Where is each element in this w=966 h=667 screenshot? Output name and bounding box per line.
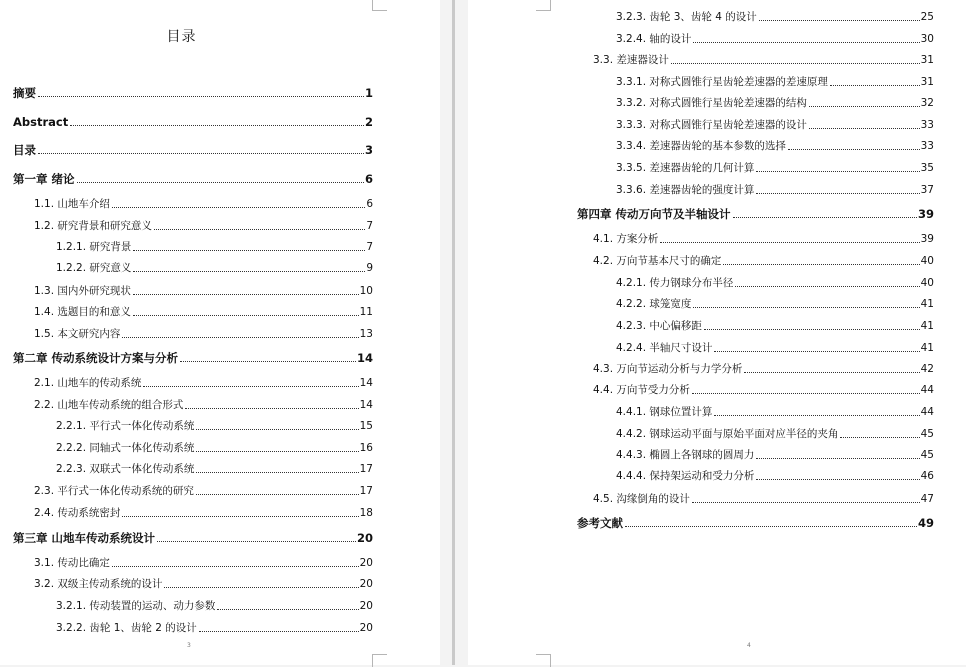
toc-entry[interactable] xyxy=(56,419,373,433)
dot-leader xyxy=(143,386,358,387)
toc-entry-page: 14 xyxy=(359,377,373,389)
toc-entry[interactable] xyxy=(34,219,373,233)
toc-entry-page: 14 xyxy=(356,351,373,365)
toc-entry[interactable] xyxy=(34,577,373,591)
dot-leader xyxy=(809,106,920,107)
toc-entry[interactable] xyxy=(593,383,934,397)
toc-entry-title: 3.3.3. 对称式圆锥行星齿轮差速器的设计 xyxy=(616,119,807,131)
toc-entry[interactable] xyxy=(34,376,373,390)
toc-entry-page: 44 xyxy=(920,384,934,396)
toc-entry-title: 1.4. 选题目的和意义 xyxy=(34,306,131,318)
toc-entry-title: 3.3.1. 对称式圆锥行星齿轮差速器的差速原理 xyxy=(616,76,828,88)
toc-entry[interactable] xyxy=(616,183,934,197)
toc-entry-page: 20 xyxy=(356,531,373,545)
toc-entry-page: 46 xyxy=(920,470,934,482)
toc-entry-page: 6 xyxy=(364,172,373,186)
toc-entry[interactable] xyxy=(56,599,373,613)
toc-entry-page: 31 xyxy=(920,54,934,66)
toc-entry-title: 第一章 绪论 xyxy=(13,172,75,186)
dot-leader xyxy=(196,451,358,452)
toc-entry-title: 1.5. 本文研究内容 xyxy=(34,328,121,340)
dot-leader xyxy=(133,294,359,295)
dot-leader xyxy=(133,315,359,316)
dot-leader xyxy=(157,541,356,542)
dot-leader xyxy=(714,351,919,352)
toc-entry-page: 2 xyxy=(364,115,373,129)
toc-entry-page: 40 xyxy=(920,255,934,267)
toc-entry-title: 2.1. 山地车的传动系统 xyxy=(34,377,142,389)
toc-entry[interactable] xyxy=(616,319,934,333)
dot-leader xyxy=(660,242,919,243)
toc-entry-title: 3.3.6. 差速器齿轮的强度计算 xyxy=(616,184,755,196)
toc-entry-page: 25 xyxy=(920,11,934,23)
dot-leader xyxy=(704,329,920,330)
toc-entry-title: 4.4.4. 保持架运动和受力分析 xyxy=(616,470,755,482)
toc-entry[interactable] xyxy=(616,469,934,483)
toc-entry[interactable] xyxy=(13,143,373,157)
toc-entry-title: 3.3. 差速器设计 xyxy=(593,54,669,66)
toc-entry-title: Abstract xyxy=(13,115,69,129)
toc-entry[interactable] xyxy=(34,197,373,211)
toc-entry-page: 37 xyxy=(920,184,934,196)
toc-entry-page: 42 xyxy=(920,363,934,375)
dot-leader xyxy=(756,171,919,172)
toc-entry-page: 13 xyxy=(359,328,373,340)
toc-entry[interactable] xyxy=(616,10,934,24)
crop-mark xyxy=(372,654,387,667)
dot-leader xyxy=(133,250,365,251)
toc-entry-page: 20 xyxy=(359,622,373,634)
toc-entry-title: 2.3. 平行式一体化传动系统的研究 xyxy=(34,485,194,497)
toc-entry-page: 30 xyxy=(920,33,934,45)
toc-entry-title: 4.2.1. 传力钢球分布半径 xyxy=(616,277,734,289)
toc-entry-title: 1.2.2. 研究意义 xyxy=(56,262,132,274)
toc-entry-title: 3.1. 传动比确定 xyxy=(34,557,110,569)
toc-entry-page: 1 xyxy=(364,86,373,100)
dot-leader xyxy=(185,408,358,409)
dot-leader xyxy=(692,393,920,394)
toc-entry[interactable] xyxy=(34,305,373,319)
toc-entry-page: 39 xyxy=(920,233,934,245)
toc-entry-page: 14 xyxy=(359,399,373,411)
dot-leader xyxy=(625,526,917,527)
toc-entry-title: 3.3.5. 差速器齿轮的几何计算 xyxy=(616,162,755,174)
toc-entry[interactable] xyxy=(34,327,373,341)
dot-leader xyxy=(723,264,919,265)
toc-entry-title: 1.1. 山地车介绍 xyxy=(34,198,110,210)
page-divider xyxy=(452,0,455,665)
toc-entry-page: 16 xyxy=(359,442,373,454)
toc-entry-title: 第二章 传动系统设计方案与分析 xyxy=(13,351,179,365)
toc-entry[interactable] xyxy=(577,207,934,221)
toc-entry-title: 2.2.2. 同轴式一体化传动系统 xyxy=(56,442,195,454)
toc-entry-page: 17 xyxy=(359,485,373,497)
dot-leader xyxy=(756,193,919,194)
dot-leader xyxy=(112,566,359,567)
toc-entry-page: 40 xyxy=(920,277,934,289)
toc-entry-title: 1.2.1. 研究背景 xyxy=(56,241,132,253)
toc-entry-title: 第四章 传动万向节及半轴设计 xyxy=(577,207,731,221)
toc-entry[interactable] xyxy=(616,96,934,110)
toc-entry-title: 4.2.4. 半轴尺寸设计 xyxy=(616,342,713,354)
toc-entry[interactable] xyxy=(616,161,934,175)
toc-entry-title: 2.2. 山地车传动系统的组合形式 xyxy=(34,399,184,411)
toc-entry[interactable] xyxy=(34,398,373,412)
toc-entry[interactable] xyxy=(13,86,373,100)
toc-entry-title: 4.3. 万向节运动分析与力学分析 xyxy=(593,363,743,375)
toc-entry-page: 31 xyxy=(920,76,934,88)
toc-entry[interactable] xyxy=(616,32,934,46)
toc-entry[interactable] xyxy=(616,75,934,89)
toc-entry[interactable] xyxy=(56,621,373,635)
toc-entry-page: 10 xyxy=(359,285,373,297)
toc-entry-page: 41 xyxy=(920,342,934,354)
toc-entry-page: 35 xyxy=(920,162,934,174)
toc-entry-page: 45 xyxy=(920,449,934,461)
toc-entry-title: 3.2.1. 传动装置的运动、动力参数 xyxy=(56,600,216,612)
crop-mark xyxy=(536,654,551,667)
toc-entry[interactable] xyxy=(56,240,373,254)
toc-entry-title: 4.5. 沟缘倒角的设计 xyxy=(593,493,690,505)
toc-entry[interactable] xyxy=(616,427,934,441)
toc-entry-page: 17 xyxy=(359,463,373,475)
toc-entry[interactable] xyxy=(616,276,934,290)
dot-leader xyxy=(830,85,920,86)
left-page xyxy=(0,0,440,665)
dot-leader xyxy=(122,337,358,338)
dot-leader xyxy=(196,429,358,430)
toc-entry-title: 4.4.3. 椭圆上各钢球的圆周力 xyxy=(616,449,755,461)
toc-entry-page: 41 xyxy=(920,320,934,332)
toc-entry-title: 4.2. 万向节基本尺寸的确定 xyxy=(593,255,722,267)
toc-entry[interactable] xyxy=(616,139,934,153)
toc-entry[interactable] xyxy=(34,556,373,570)
toc-entry[interactable] xyxy=(577,516,934,530)
dot-leader xyxy=(133,271,365,272)
toc-entry[interactable] xyxy=(593,492,934,506)
toc-entry[interactable] xyxy=(13,531,373,545)
toc-entry-page: 33 xyxy=(920,119,934,131)
toc-entry-page: 45 xyxy=(920,428,934,440)
dot-leader xyxy=(693,307,919,308)
toc-entry[interactable] xyxy=(13,172,373,186)
dot-leader xyxy=(714,415,919,416)
toc-entry-title: 2.4. 传动系统密封 xyxy=(34,507,121,519)
toc-entry-title: 4.4.2. 钢球运动平面与原始平面对应半径的夹角 xyxy=(616,428,839,440)
toc-entry-page: 39 xyxy=(917,207,934,221)
dot-leader xyxy=(70,125,364,126)
dot-leader xyxy=(735,286,919,287)
dot-leader xyxy=(122,516,358,517)
toc-entry-page: 11 xyxy=(359,306,373,318)
toc-entry[interactable] xyxy=(593,254,934,268)
dot-leader xyxy=(77,182,364,183)
dot-leader xyxy=(840,437,919,438)
toc-entry[interactable] xyxy=(593,232,934,246)
toc-entry-title: 3.3.4. 差速器齿轮的基本参数的选择 xyxy=(616,140,786,152)
toc-entry[interactable] xyxy=(616,405,934,419)
toc-entry-title: 4.2.3. 中心偏移距 xyxy=(616,320,702,332)
dot-leader xyxy=(199,631,359,632)
toc-entry[interactable] xyxy=(56,441,373,455)
toc-entry-page: 15 xyxy=(359,420,373,432)
toc-entry-page: 47 xyxy=(920,493,934,505)
crop-mark xyxy=(536,0,551,11)
toc-title: 目录 xyxy=(166,29,197,45)
toc-entry-title: 第三章 山地车传动系统设计 xyxy=(13,531,156,545)
dot-leader xyxy=(217,609,358,610)
toc-entry-page: 7 xyxy=(366,241,373,253)
toc-entry-page: 44 xyxy=(920,406,934,418)
dot-leader xyxy=(38,96,364,97)
dot-leader xyxy=(693,42,919,43)
toc-entry[interactable] xyxy=(56,261,373,275)
toc-entry-title: 4.4. 万向节受力分析 xyxy=(593,384,690,396)
dot-leader xyxy=(154,229,365,230)
toc-entry[interactable] xyxy=(34,484,373,498)
right-page xyxy=(468,0,966,665)
dot-leader xyxy=(164,587,358,588)
toc-entry[interactable] xyxy=(34,506,373,520)
toc-entry-page: 3 xyxy=(364,143,373,157)
dot-leader xyxy=(756,458,919,459)
toc-entry-title: 3.2. 双级主传动系统的设计 xyxy=(34,578,163,590)
toc-entry-title: 3.2.2. 齿轮 1、齿轮 2 的设计 xyxy=(56,622,197,634)
toc-entry[interactable] xyxy=(13,351,373,365)
page-number-right: 4 xyxy=(747,642,751,649)
toc-entry-title: 4.2.2. 球笼宽度 xyxy=(616,298,692,310)
toc-entry-page: 32 xyxy=(920,97,934,109)
toc-entry-page: 20 xyxy=(359,600,373,612)
toc-entry-title: 3.2.3. 齿轮 3、齿轮 4 的设计 xyxy=(616,11,757,23)
toc-entry-page: 20 xyxy=(359,557,373,569)
toc-entry-title: 目录 xyxy=(13,143,36,157)
toc-entry-page: 49 xyxy=(917,516,934,530)
toc-entry-title: 4.1. 方案分析 xyxy=(593,233,659,245)
dot-leader xyxy=(733,217,917,218)
toc-entry-page: 18 xyxy=(359,507,373,519)
toc-entry-page: 9 xyxy=(366,262,373,274)
toc-entry-title: 参考文献 xyxy=(577,516,623,530)
toc-entry[interactable] xyxy=(616,448,934,462)
toc-entry[interactable] xyxy=(593,53,934,67)
toc-entry-page: 20 xyxy=(359,578,373,590)
toc-entry[interactable] xyxy=(616,118,934,132)
toc-entry-title: 3.2.4. 轴的设计 xyxy=(616,33,692,45)
dot-leader xyxy=(744,372,919,373)
dot-leader xyxy=(756,479,919,480)
toc-entry[interactable] xyxy=(616,297,934,311)
dot-leader xyxy=(692,502,920,503)
toc-entry[interactable] xyxy=(56,462,373,476)
dot-leader xyxy=(671,63,920,64)
toc-entry-title: 2.2.1. 平行式一体化传动系统 xyxy=(56,420,195,432)
toc-entry-title: 2.2.3. 双联式一体化传动系统 xyxy=(56,463,195,475)
dot-leader xyxy=(759,20,920,21)
dot-leader xyxy=(196,472,358,473)
dot-leader xyxy=(788,149,920,150)
toc-entry-page: 41 xyxy=(920,298,934,310)
toc-entry-page: 7 xyxy=(366,220,373,232)
toc-entry-title: 1.2. 研究背景和研究意义 xyxy=(34,220,152,232)
dot-leader xyxy=(112,207,365,208)
toc-entry[interactable] xyxy=(616,341,934,355)
toc-entry-title: 摘要 xyxy=(13,86,36,100)
dot-leader xyxy=(196,494,359,495)
toc-entry-page: 33 xyxy=(920,140,934,152)
dot-leader xyxy=(180,361,356,362)
page-number-left: 3 xyxy=(187,642,191,649)
toc-entry-title: 4.4.1. 钢球位置计算 xyxy=(616,406,713,418)
toc-entry[interactable] xyxy=(34,284,373,298)
dot-leader xyxy=(38,153,364,154)
toc-entry-title: 3.3.2. 对称式圆锥行星齿轮差速器的结构 xyxy=(616,97,807,109)
crop-mark xyxy=(372,0,387,11)
dot-leader xyxy=(809,128,920,129)
toc-entry-page: 6 xyxy=(366,198,373,210)
toc-entry[interactable] xyxy=(13,115,373,129)
toc-entry[interactable] xyxy=(593,362,934,376)
toc-entry-title: 1.3. 国内外研究现状 xyxy=(34,285,131,297)
